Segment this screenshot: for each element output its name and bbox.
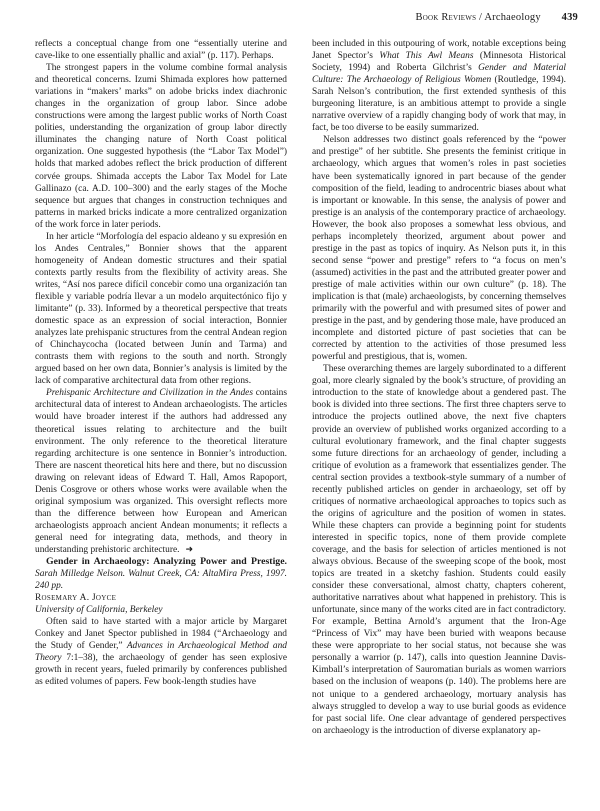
book-title-reference: Prehispanic Architecture and Civilization in the Andes [46, 388, 253, 399]
running-head [416, 12, 578, 23]
reviewer-name: Rosemary A. Joyce [35, 593, 117, 604]
paragraph: The strongest papers in the volume combine formal analysis and theoretical concerns. Izumi Shimada explores how patterned variations in “makers’ marks” on adobe bricks index diachronic changes in the organization of group labor. Since adobe constructions were among the largest public works of North Coast polities, understanding the organization of group labor directly illuminates the changing nature of North Coast political organization. One suggested hypothesis (the “Labor Tax Model”) holds that marked adobes reflect the brick production of different corvée groups. Shimada accepts the Labor Tax Model for Late Gallinazo (ca. A.D. 100–300) and the early stages of the Moche sequence but argues that changes in construction techniques and patterns in marked bricks indicate a more centralized organization of the work force in later periods. [35, 63, 287, 230]
running-head-separator: / [479, 12, 483, 23]
paragraph: Nelson addresses two distinct goals referenced by the “power and prestige” of her subtitle. She presents the feminist critique in archaeology, which argues that women’s roles in past societies have been systematically ignored in part because of the gender composition of the field, leading to androcentric biases about what is important or knowable. In this sense, the analysis of power and prestige is an analysis of the contemporary practice of archaeology. However, the book also proposes a somewhat less obvious, and perhaps incompletely theorized, argument about power and prestige in the past as topics of inquiry. As Nelson puts it, in this second sense “power and prestige” refers to “a focus on men’s (assumed) activities in the past and the attributed greater power and prestige of male activities within our own culture” (p. 18). The implication is that (male) archaeologists, by concerning themselves primarily with the powerful and with presumed sites of power and prestige in the past, and by gendering those male, have produced an incomplete and distorted picture of past societies that can be corrected by attention to the activities of those presumed less powerful and prestigious, that is, women. [312, 135, 566, 363]
reviewer-affiliation: University of California, Berkeley [35, 605, 163, 616]
paragraph: Often said to have started with a major article by Margaret Conkey and Janet Spector published in 1984 (“Archaeology and the Study of Gender,” Advances in Archaeological Method and Theory 7:1–38), the archaeology of gender has seen explosive growth in recent years, fueled primarily by conferences published as edited volumes of papers. Few book-length studies have [35, 617, 287, 688]
page-number: 439 [561, 12, 578, 23]
book-title-reference: Gender and Material Culture: The Archaeology of Religious Women [312, 63, 566, 86]
review-book-title: Gender in Archaeology: Analyzing Power and Prestige. [46, 556, 287, 568]
book-title-reference: What This Awl Means [379, 51, 474, 62]
review-heading [35, 556, 287, 592]
running-head-section: Archaeology [484, 12, 541, 23]
journal-title-reference: Advances in Archaeological Method and Theory [35, 641, 287, 664]
paragraph: In her article “Morfología del espacio aldeano y su expresión en los Andes Centrales,” Bonnier shows that the apparent homogeneity of Andean domestic structures and their spatial contexts partly results from the flexibility of activity areas. She writes, “Así nos parece difícil concebir como una organización tan flexible y variable podría llevar a un modelo arquitectónico fijo y limitante” (p. 33). Informed by a theoretical perspective that treats domestic space as an expression of social interaction, Bonnier analyzes late prehispanic structures from the central Andean region of Chinchaycocha (located between Junín and Tarma) and contrasts them with regions to the south and north. Strongly argued based on her own data, Bonnier’s analysis is limited by the lack of comparative architectural data from other regions. [35, 231, 287, 387]
paragraph: These overarching themes are largely subordinated to a different goal, more clearly signaled by the book’s structure, of providing an introduction to the state of knowledge about a gendered past. The book is divided into three sections. The first three chapters serve to introduce the projects outlined above, the next five chapters provide an overview of published works organized according to a cultural evolutionary framework, and the final chapter suggests some future directions for an archaeology of gender, including a critique of evolution as a framework that essentializes gender. The central section provides a textbook-style summary of a number of recently published articles on gender in archaeology, set off by critiques of normative archaeological approaches to topics such as the origins of agriculture and the position of women in states. While these chapters can provide a beginning point for students interested in specific topics, none of them provide complete coverage, and the basis for selection of articles mentioned is not always obvious. Because of the sweeping scope of the book, most topics are treated in a sketchy fashion. Students could easily consider these conversational, almost chatty, chapters coherent, authoritative narratives about what happened in prehistory. This is unfortunate, since many of the works cited are in fact contradictory. For example, Bettina Arnold’s argument that the Iron-Age “Princess of Vix” may have been buried with weapons because these were appropriate to her social status, not because she was personally a warrior (p. 147), calls into question Jeannine Davis-Kimball’s interpretation of Sauromatian burials as women warriors based on the inclusion of weapons (p. 140). The problems here are not unique to a gendered archaeology, mortuary analysis has always struggled to develop a way to use burial goods as evidence for past social life. One clear advantage of gendered perspectives on archaeology is the introduction of diverse explanatory ap- [312, 364, 566, 736]
left-column [35, 38, 287, 689]
paragraph: reflects a conceptual change from one “essentially uterine and cave-like to one essentially phallic and axial” (p. 117). Perhaps. [35, 39, 287, 62]
review-publication-info: Sarah Milledge Nelson. Walnut Creek, CA: AltaMira Press, 1997. 240 pp. [35, 569, 287, 592]
paragraph: Prehispanic Architecture and Civilization in the Andes contains architectural data of interest to Andean archaeologists. The articles would have broader interest if the authors had addressed any theoretical issues relating to architecture and the built environment. The only reference to the theoretical literature regarding architecture is one sentence in Bonnier’s introduction. There are nascent theoretical hits here and there, but no discussion drawing on relevant ideas of Edward T. Hall, Amos Rapoport, Denis Cosgrove or others whose works were available when the original symposium was organized. This oversight reflects more than the difference between how European and American archaeologists approach ancient Andean monuments; it reflects a general need for integrating data, methods, and theory in understanding prehistoric architecture. ➜ [35, 388, 287, 555]
running-title: Book Reviews [415, 12, 477, 23]
right-column [312, 38, 566, 737]
end-of-review-arrow-icon: ➜ [185, 544, 194, 555]
paragraph: been included in this outpouring of work, notable exceptions being Janet Spector’s What This Awl Means (Minnesota Historical Society, 1994) and Roberta Gilchrist’s Gender and Material Culture: The Archaeology of Religious Women (Routledge, 1994). Sarah Nelson’s contribution, the first extended synthesis of this burgeoning literature, is an ambitious attempt to provide a single narrative overview of a rapidly changing body of work that may, in fact, be too diverse to be easily summarized. [312, 39, 567, 134]
